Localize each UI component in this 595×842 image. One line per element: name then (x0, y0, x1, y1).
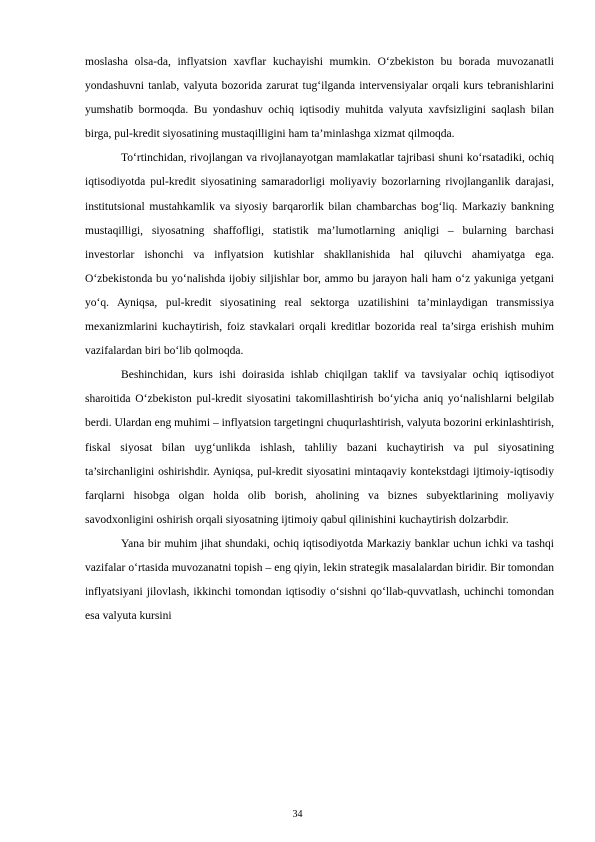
page-number: 34 (292, 809, 303, 820)
paragraph-continuation: moslasha olsa-da, inflyatsion xavflar kuchayishi mumkin. O‘zbekiston bu borada muvozanatli yondashuvni tanlab, valyuta bozorida zarurat tug‘ilganda intervensiyalar orqali kurs tebranishlarini yumshatib bormoqda. Bu yondashuv ochiq iqtisodiy muhitda valyuta xavfsizligini saqlash bilan birga, pul-kredit siyosatining mustaqilligini ham ta’minlashga xizmat qilmoqda. (85, 56, 554, 141)
paragraph-fifth-point: Beshinchidan, kurs ishi doirasida ishlab chiqilgan taklif va tavsiyalar ochiq iqtisodiyot sharoitida O‘zbekiston pul-kredit siyosatini takomillashtirish bo‘yicha aniq yo‘nalishlarni belgilab berdi. Ulardan eng muhimi – inflyatsion targetingni chuqurlashtirish, valyuta bozorini erkinlashtirish, fiskal siyosat bilan uyg‘unlikda ishlash, tahliliy bazani kuchaytirish va pul siyosatining ta’sirchanligini oshirishdir. Ayniqsa, pul-kredit siyosatini mintaqaviy kontekstdagi ijtimoiy-iqtisodiy farqlarni hisobga olgan holda olib borish, aholining va biznes subyektlarining moliyaviy savodxonligini oshirish orqali siyosatning ijtimoiy qabul qilinishini kuchaytirish dolzarbdir. (85, 369, 554, 526)
paragraph-central-bank-balance: Yana bir muhim jihat shundaki, ochiq iqtisodiyotda Markaziy banklar uchun ichki va tashqi vazifalar o‘rtasida muvozanatni topish – eng qiyin, lekin strategik masalalardan biridir. Bir tomondan inflyatsiyani jilovlash, ikkinchi tomondan iqtisodiy o‘sishni qo‘llab-quvvatlash, uchinchi tomondan esa valyuta kursini (85, 537, 554, 623)
paragraph-fourth-point: To‘rtinchidan, rivojlangan va rivojlanayotgan mamlakatlar tajribasi shuni ko‘rsatadiki, ochiq iqtisodiyotda pul-kredit siyosatining samaradorligi moliyaviy bozorlarning rivojlanganlik darajasi, institutsional mustahkamlik va siyosiy barqarorlik bilan chambarchas bog‘liq. Markaziy bankning mustaqilligi, siyosatning shaffofligi, statistik ma’lumotlarning aniqligi – bularning barchasi investorlar ishonchi va inflyatsion kutishlar shakllanishida hal qiluvchi ahamiyatga ega. O‘zbekistonda bu yo‘nalishda ijobiy siljishlar bor, ammo bu jarayon hali ham o‘z yakuniga yetgani yo‘q. Ayniqsa, pul-kredit siyosatining real sektorga uzatilishini ta’minlaydigan transmissiya mexanizmlarini kuchaytirish, foiz stavkalari orqali kreditlar bozorida real ta’sirga erishish muhim vazifalardan biri bo‘lib qolmoqda. (85, 152, 554, 358)
document-page (85, 50, 554, 628)
